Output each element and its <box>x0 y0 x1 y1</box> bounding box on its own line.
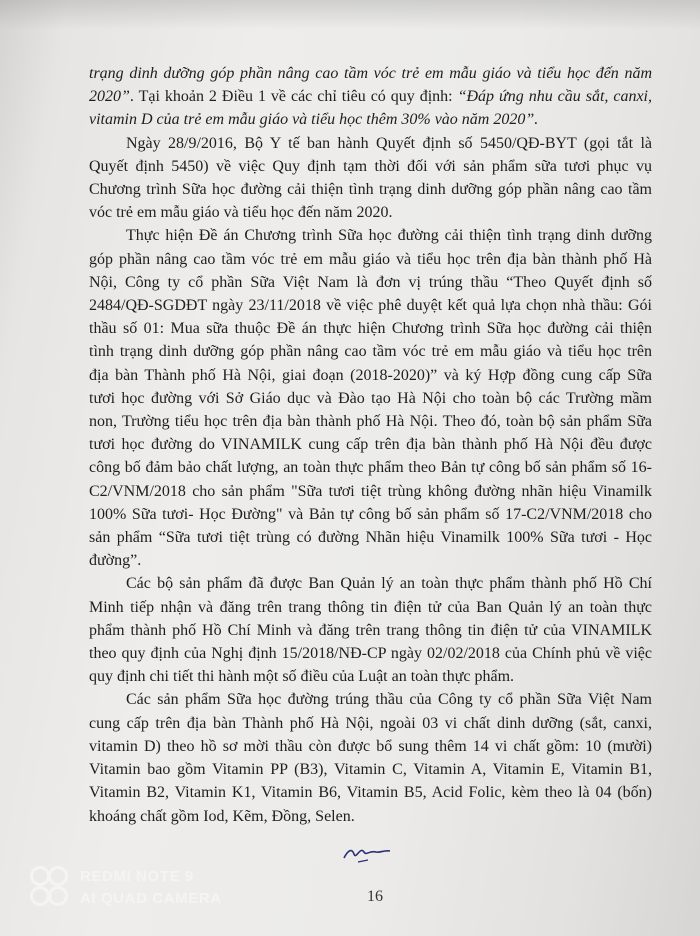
text-line: sản phẩm “Sữa tươi tiệt trùng có đường Nhãn hiệu Vinamilk 100% Sữa tươi - Học <box>89 529 652 547</box>
text-line: cung cấp trên địa bàn Thành phố Hà Nội, ngoài 03 vi chất dinh dưỡng (sắt, canxi, <box>89 714 652 732</box>
text-line: tươi học đường với Sở Giáo dục và Đào tạo Hà Nội cho toàn bộ các Trường mầm <box>89 389 652 407</box>
document-body <box>89 62 652 828</box>
text-line: phẩm thành phố Hồ Chí Minh và đăng trên trang thông tin điện tử của VINAMILK <box>89 621 652 639</box>
text-line: Nội, Công ty cổ phần Sữa Việt Nam là đơn vị trúng thầu “Theo Quyết định số <box>89 273 652 291</box>
text-line: trạng dinh dưỡng góp phần nâng cao tầm vóc trẻ em mẫu giáo và tiểu học đến năm <box>89 65 652 82</box>
text-line: vitamin D của trẻ em mẫu giáo và tiểu học thêm 30% vào năm 2020”. <box>89 111 539 129</box>
text-line: đường”. <box>89 552 142 570</box>
text-line: non, Trường tiểu học trên địa bàn thành phố Hà Nội. Theo đó, toàn bộ sản phẩm Sữa <box>89 413 652 431</box>
watermark-camera: AI QUAD CAMERA <box>80 890 222 907</box>
camera-watermark <box>30 866 222 910</box>
plain-text: . Tại khoản 2 Điều 1 về các chỉ tiêu có quy định: <box>129 88 458 106</box>
text-line: Các sản phẩm Sữa học đường trúng thầu của Công ty cổ phần Sữa Việt Nam <box>126 691 652 709</box>
text-line: tình trạng dinh dưỡng góp phần nâng cao tầm vóc trẻ em mẫu giáo và tiểu học trên <box>89 343 652 361</box>
text-line: tươi học đường do VINAMILK cung cấp trên địa bàn thành phố Hà Nội đều được <box>89 436 652 454</box>
text-line: C2/VNM/2018 cho sản phẩm "Sữa tươi tiệt trùng không đường nhãn hiệu Vinamilk <box>89 482 652 500</box>
page-number: 16 <box>367 888 383 905</box>
text-line: Các bộ sản phẩm đã được Ban Quản lý an toàn thực phẩm thành phố Hồ Chí <box>126 575 652 593</box>
text-line: thầu số 01: Mua sữa thuộc Đề án thực hiện Chương trình Sữa học đường cải thiện <box>89 320 652 338</box>
text-line: Vitamin B2, Vitamin K1, Vitamin B6, Vitamin B5, Acid Folic, kèm theo là 04 (bốn) <box>89 784 652 802</box>
text-line: Ngày 28/9/2016, Bộ Y tế ban hành Quyết định số 5450/QĐ-BYT (gọi tắt là <box>126 134 652 152</box>
text-line: Minh tiếp nhận và đăng trên trang thông tin điện tử của Ban Quản lý an toàn thực <box>89 598 652 616</box>
page-shadow <box>0 0 700 30</box>
text-line: khoáng chất gồm Iod, Kẽm, Đồng, Selen. <box>89 807 355 825</box>
text-line: công bố đảm bảo chất lượng, an toàn thực phẩm theo Bản tự công bố sản phẩm số 16- <box>89 459 652 477</box>
italic-quote-end: 2020” <box>89 88 130 106</box>
text-line: Chương trình Sữa học đường cải thiện tình trạng dinh dưỡng góp phần nâng cao tầm <box>89 181 652 199</box>
text-line: 2484/QĐ-SGDĐT ngày 23/11/2018 về việc phê duyệt kết quả lựa chọn nhà thầu: Gói <box>89 297 652 315</box>
text-line: địa bàn Thành phố Hà Nội, giai đoạn (2018-2020)” và ký Hợp đồng cung cấp Sữa <box>89 366 652 384</box>
text-line: Thực hiện Đề án Chương trình Sữa học đường cải thiện tình trạng dinh dưỡng <box>126 227 652 245</box>
text-line: vóc trẻ em mẫu giáo và tiểu học đến năm 2020. <box>89 204 393 222</box>
text-line: quy định chi tiết thi hành một số điều của Luật an toàn thực phẩm. <box>89 668 515 686</box>
text-line: Quyết định 5450) về việc Quy định tạm thời đối với sản phẩm sữa tươi phục vụ <box>89 157 652 175</box>
text-line <box>89 85 652 108</box>
watermark-model: REDMI NOTE 9 <box>80 868 194 885</box>
text-line: 100% Sữa tươi- Học Đường" và Bản tự công bố sản phẩm số 17-C2/VNM/2018 cho <box>89 505 652 523</box>
text-line: theo quy định của Nghị định 15/2018/NĐ-CP ngày 02/02/2018 của Chính phủ về việc <box>89 645 652 663</box>
italic-quote: “Đáp ứng nhu cầu sắt, canxi, <box>457 88 653 106</box>
text-line: góp phần nâng cao tầm vóc trẻ em mẫu giáo và tiểu học trên địa bàn thành phố Hà <box>89 250 652 268</box>
text-line: Vitamin bao gồm Vitamin PP (B3), Vitamin C, Vitamin A, Vitamin E, Vitamin B1, <box>89 761 652 779</box>
text-line: vitamin D) theo hồ sơ mời thầu còn được bổ sung thêm 14 vi chất gồm: 10 (mười) <box>89 737 652 755</box>
camera-lens-icon <box>30 866 72 910</box>
handwritten-mark <box>340 840 400 870</box>
